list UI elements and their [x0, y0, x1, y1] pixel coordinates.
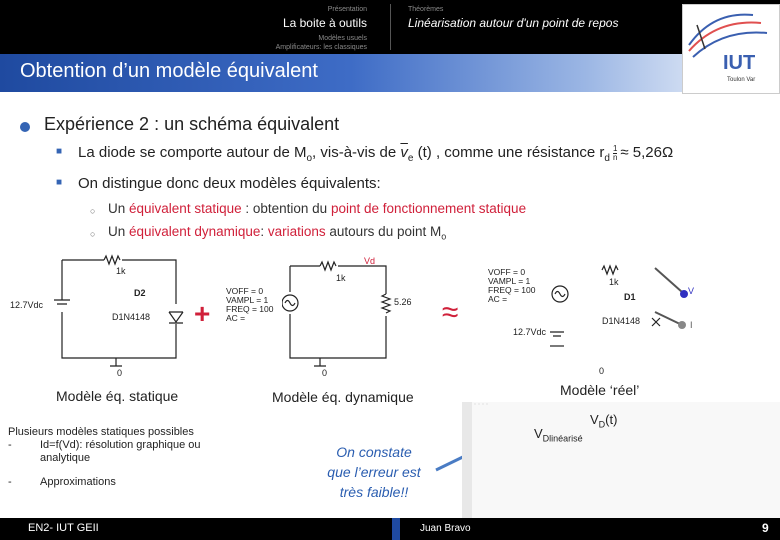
page-number: 9: [762, 521, 769, 535]
notes-dash2: -: [8, 476, 12, 488]
plus-sign: +: [194, 298, 211, 329]
nav-linearisation[interactable]: Linéarisation autour d'un point de repos: [408, 16, 619, 30]
bullet-two-models: On distingue donc deux modèles équivalents:: [78, 175, 381, 192]
notes-line3: analytique: [40, 452, 91, 464]
level1-heading: Expérience 2 : un schéma équivalent: [44, 114, 340, 134]
probe-v-label: V: [688, 286, 695, 296]
notes-line4: Approximations: [40, 476, 116, 488]
caption-static: Modèle éq. statique: [56, 388, 179, 404]
approx-sign: ≈: [442, 296, 459, 329]
dynamic-vd-label: Vd: [364, 256, 376, 266]
footer-course: EN2- IUT GEII: [28, 522, 99, 534]
bullet-diode: La diode se comporte autour de $M_o$, vis-à-vis de $\overline{v}_e$ (t) , comme une résistance $r_d$ $\frac{1}{n}$ ≈ 5,26Ω: [78, 143, 674, 164]
vd-label: $V_D(t)$: [590, 412, 618, 430]
logo-subtext: Toulon Var: [727, 77, 756, 83]
page-title: Obtention d’un modèle équivalent: [20, 60, 318, 82]
nav-modeles[interactable]: Modèles usuels: [318, 35, 367, 42]
dynamic-rd-label: 5.26: [394, 297, 412, 307]
nav-amplificateurs[interactable]: Amplificateurs: les classiques: [275, 44, 367, 51]
conclusion-text: On constate que l’erreur est très faible!!: [327, 444, 421, 500]
dynamic-gnd-label: 0: [322, 368, 328, 378]
notes-line1: Plusieurs modèles statiques possibles: [8, 426, 194, 438]
footer-accent: [392, 518, 400, 540]
dynamic-r-label: 1k: [336, 273, 346, 283]
real-gnd-label: 0: [599, 366, 605, 376]
dynamic-schematic: [282, 254, 412, 378]
waveform-plot: [462, 402, 780, 518]
logo-text: IUT: [723, 52, 756, 74]
real-dmodel-label: D1N4148: [602, 316, 641, 326]
static-r-label: 1k: [116, 266, 126, 276]
bullet-dot-icon: [20, 122, 30, 132]
real-d-label: D1: [624, 292, 636, 302]
caption-real: Modèle ‘réel’: [560, 382, 640, 398]
header-divider: [390, 4, 391, 50]
real-source-params: VOFF = 0 VAMPL = 1 FREQ = 100 AC =: [488, 267, 536, 304]
static-gnd-label: 0: [117, 368, 123, 378]
caption-dynamic: Modèle éq. dynamique: [272, 389, 414, 405]
iut-logo: [682, 4, 780, 94]
circle-bullet-icon: ○: [90, 229, 96, 239]
notes-dash1: -: [8, 439, 12, 451]
nav-theoremes[interactable]: Théorèmes: [408, 6, 444, 13]
real-r-label: 1k: [609, 277, 619, 287]
nav-presentation[interactable]: Présentation: [327, 6, 367, 13]
static-v-label: 12.7Vdc: [10, 300, 44, 310]
vd-linearise-label: $V_{Dlinéarisé}$: [534, 426, 583, 444]
square-bullet-icon: ■: [56, 146, 63, 157]
circle-bullet-icon: ○: [90, 206, 96, 216]
dynamic-source-params: VOFF = 0 VAMPL = 1 FREQ = 100 AC =: [226, 286, 274, 323]
probe-i-label: I: [690, 320, 693, 330]
nav-boite-outils[interactable]: La boite à outils: [282, 16, 367, 30]
sub-static: Un équivalent statique : obtention du point de fonctionnement statique: [108, 201, 527, 216]
footer-bar: [0, 518, 780, 540]
static-d-label: D2: [134, 288, 146, 298]
square-bullet-icon: ■: [56, 177, 63, 188]
static-schematic: [4, 254, 204, 378]
notes-line2: Id=f(Vd): résolution graphique ou: [40, 439, 201, 451]
real-v-label: 12.7Vdc: [513, 327, 547, 337]
sub-dynamic: Un équivalent dynamique: variations autours du point $M_o$: [108, 224, 447, 242]
footer-author: Juan Bravo: [420, 523, 471, 534]
static-dmodel-label: D1N4148: [112, 312, 151, 322]
